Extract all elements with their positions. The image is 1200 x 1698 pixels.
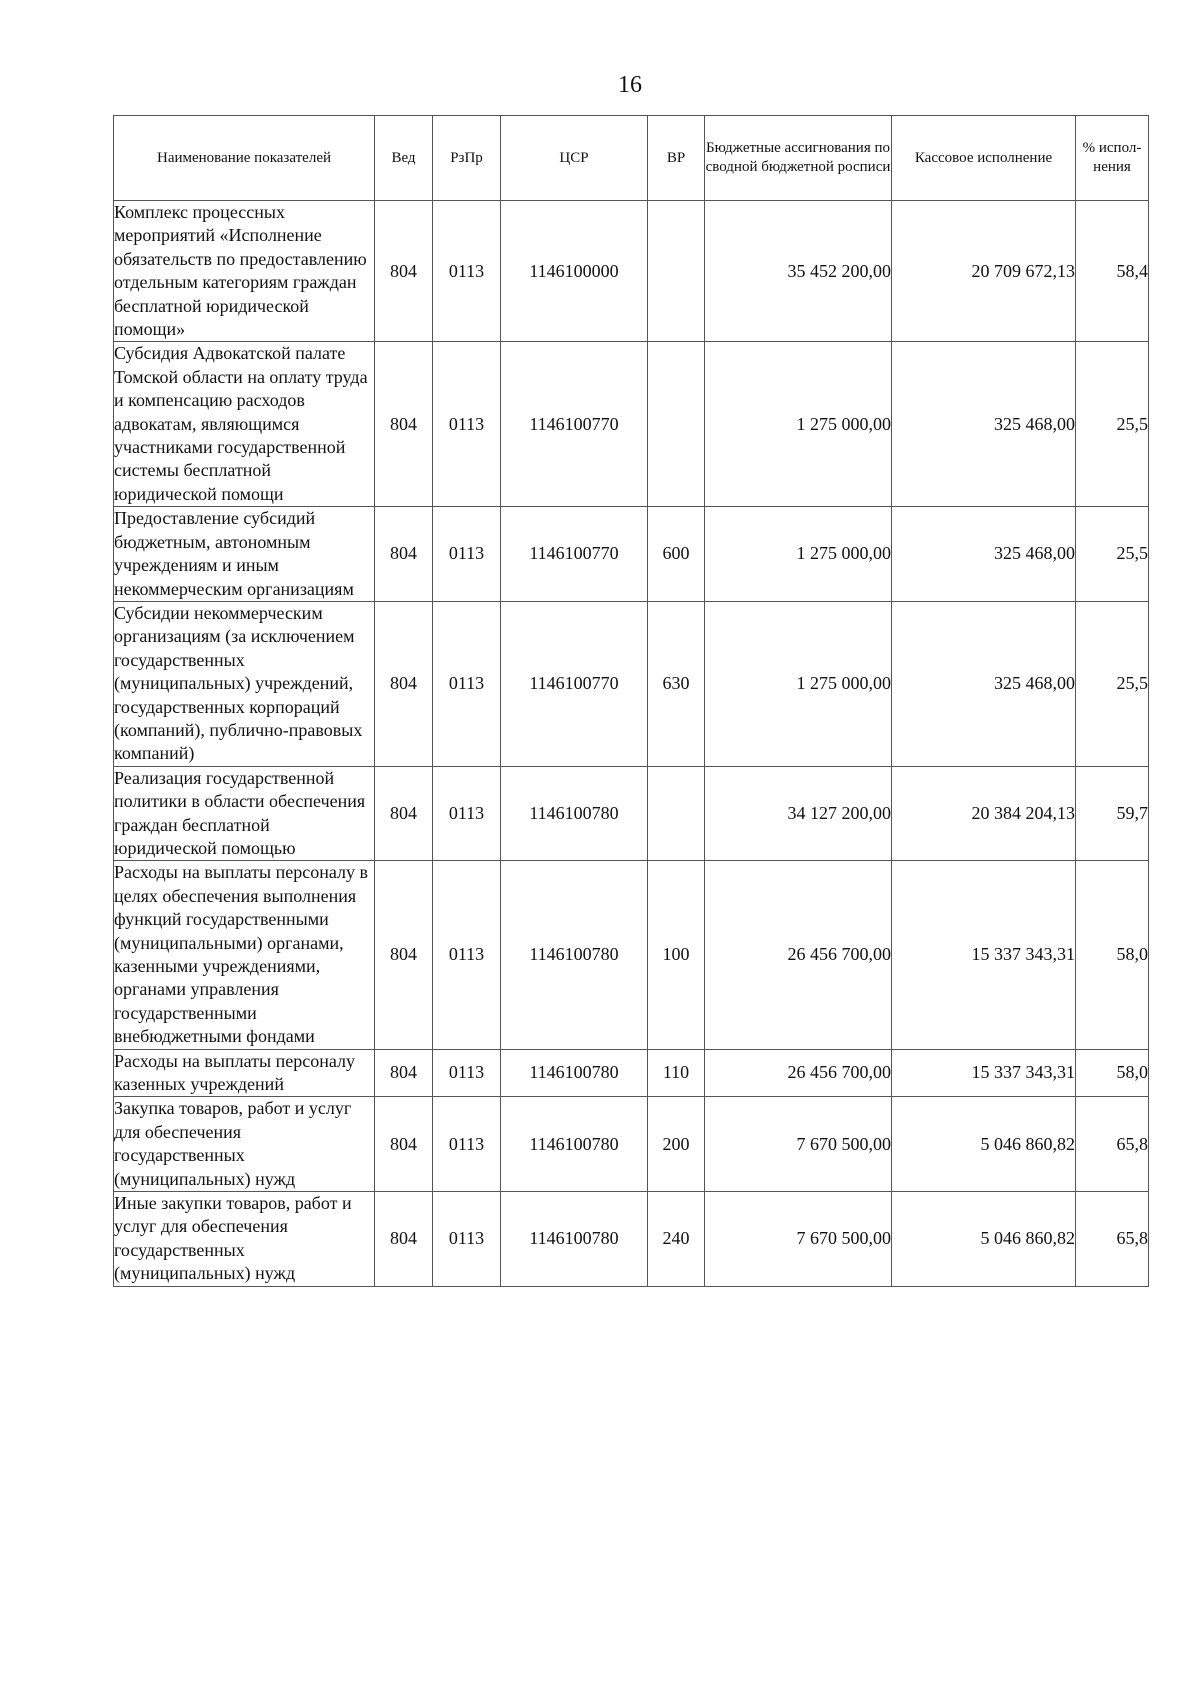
cell-vr: 630 [648,601,705,766]
cell-vr [648,342,705,507]
cell-ved: 804 [375,1192,433,1287]
cell-rzpr: 0113 [433,1049,501,1097]
cell-percent: 65,8 [1076,1192,1149,1287]
cell-percent: 25,5 [1076,342,1149,507]
cell-rzpr: 0113 [433,861,501,1049]
cell-name: Расходы на выплаты персоналу в целях обеспечения выполнения функций государственными (муниципальными) органами, казенными учреждениями, органами управления государственными внебюджетными фондами [114,861,375,1049]
cell-csr: 1146100780 [501,1192,648,1287]
cell-vr: 100 [648,861,705,1049]
cell-ved: 804 [375,766,433,861]
cell-budget: 26 456 700,00 [705,861,892,1049]
cell-cash: 15 337 343,31 [892,1049,1076,1097]
cell-rzpr: 0113 [433,201,501,342]
cell-vr [648,766,705,861]
cell-cash: 325 468,00 [892,601,1076,766]
cell-name: Реализация государственной политики в области обеспечения граждан бесплатной юридической помощью [114,766,375,861]
cell-budget: 35 452 200,00 [705,201,892,342]
cell-name: Предоставление субсидий бюджетным, автономным учреждениям и иным некоммерческим организациям [114,507,375,602]
cell-rzpr: 0113 [433,601,501,766]
cell-vr: 200 [648,1097,705,1192]
cell-budget: 1 275 000,00 [705,342,892,507]
cell-ved: 804 [375,1097,433,1192]
cell-budget: 34 127 200,00 [705,766,892,861]
cell-budget: 1 275 000,00 [705,601,892,766]
cell-budget: 26 456 700,00 [705,1049,892,1097]
cell-percent: 65,8 [1076,1097,1149,1192]
table-row [114,601,1149,766]
cell-vr: 110 [648,1049,705,1097]
cell-cash: 20 709 672,13 [892,201,1076,342]
header-csr: ЦСР [501,116,648,201]
header-percent: % испол-нения [1076,116,1149,201]
cell-rzpr: 0113 [433,1097,501,1192]
cell-budget: 7 670 500,00 [705,1097,892,1192]
table-row [114,1192,1149,1287]
table-row [114,861,1149,1049]
cell-csr: 1146100000 [501,201,648,342]
header-row [114,116,1149,201]
cell-ved: 804 [375,507,433,602]
cell-name: Субсидии некоммерческим организациям (за исключением государственных (муниципальных) учреждений, государственных корпораций (компаний), публично-правовых компаний) [114,601,375,766]
header-budget: Бюджетные ассигнования по сводной бюджетной росписи [705,116,892,201]
cell-csr: 1146100780 [501,861,648,1049]
cell-vr [648,201,705,342]
cell-cash: 325 468,00 [892,342,1076,507]
table-row [114,507,1149,602]
table-header [114,116,1149,201]
cell-percent: 25,5 [1076,507,1149,602]
cell-ved: 804 [375,1049,433,1097]
table-row [114,1097,1149,1192]
cell-ved: 804 [375,601,433,766]
header-cash: Кассовое исполнение [892,116,1076,201]
cell-vr: 240 [648,1192,705,1287]
cell-cash: 20 384 204,13 [892,766,1076,861]
cell-cash: 15 337 343,31 [892,861,1076,1049]
cell-vr: 600 [648,507,705,602]
cell-name: Иные закупки товаров, работ и услуг для обеспечения государственных (муниципальных) нужд [114,1192,375,1287]
cell-budget: 1 275 000,00 [705,507,892,602]
cell-rzpr: 0113 [433,1192,501,1287]
cell-percent: 58,0 [1076,1049,1149,1097]
cell-rzpr: 0113 [433,766,501,861]
cell-percent: 59,7 [1076,766,1149,861]
cell-csr: 1146100780 [501,766,648,861]
cell-name: Субсидия Адвокатской палате Томской области на оплату труда и компенсацию расходов адвокатам, являющимся участниками государственной системы бесплатной юридической помощи [114,342,375,507]
table-row [114,201,1149,342]
cell-ved: 804 [375,201,433,342]
table-row [114,766,1149,861]
cell-csr: 1146100770 [501,507,648,602]
header-ved: Вед [375,116,433,201]
cell-rzpr: 0113 [433,342,501,507]
cell-ved: 804 [375,861,433,1049]
cell-ved: 804 [375,342,433,507]
cell-percent: 58,4 [1076,201,1149,342]
cell-percent: 25,5 [1076,601,1149,766]
cell-cash: 5 046 860,82 [892,1192,1076,1287]
cell-cash: 325 468,00 [892,507,1076,602]
cell-percent: 58,0 [1076,861,1149,1049]
table-body [114,201,1149,1287]
cell-csr: 1146100780 [501,1049,648,1097]
table-row [114,1049,1149,1097]
budget-execution-table [113,115,1149,1287]
cell-budget: 7 670 500,00 [705,1192,892,1287]
cell-name: Расходы на выплаты персоналу казенных учреждений [114,1049,375,1097]
table-row [114,342,1149,507]
cell-rzpr: 0113 [433,507,501,602]
cell-csr: 1146100770 [501,601,648,766]
header-vr: ВР [648,116,705,201]
cell-csr: 1146100770 [501,342,648,507]
header-name: Наименование показателей [114,116,375,201]
page-number: 16 [618,72,642,98]
cell-name: Комплекс процессных мероприятий «Исполнение обязательств по предоставлению отдельным категориям граждан бесплатной юридической помощи» [114,201,375,342]
cell-name: Закупка товаров, работ и услуг для обеспечения государственных (муниципальных) нужд [114,1097,375,1192]
header-rzpr: РзПр [433,116,501,201]
cell-cash: 5 046 860,82 [892,1097,1076,1192]
cell-csr: 1146100780 [501,1097,648,1192]
